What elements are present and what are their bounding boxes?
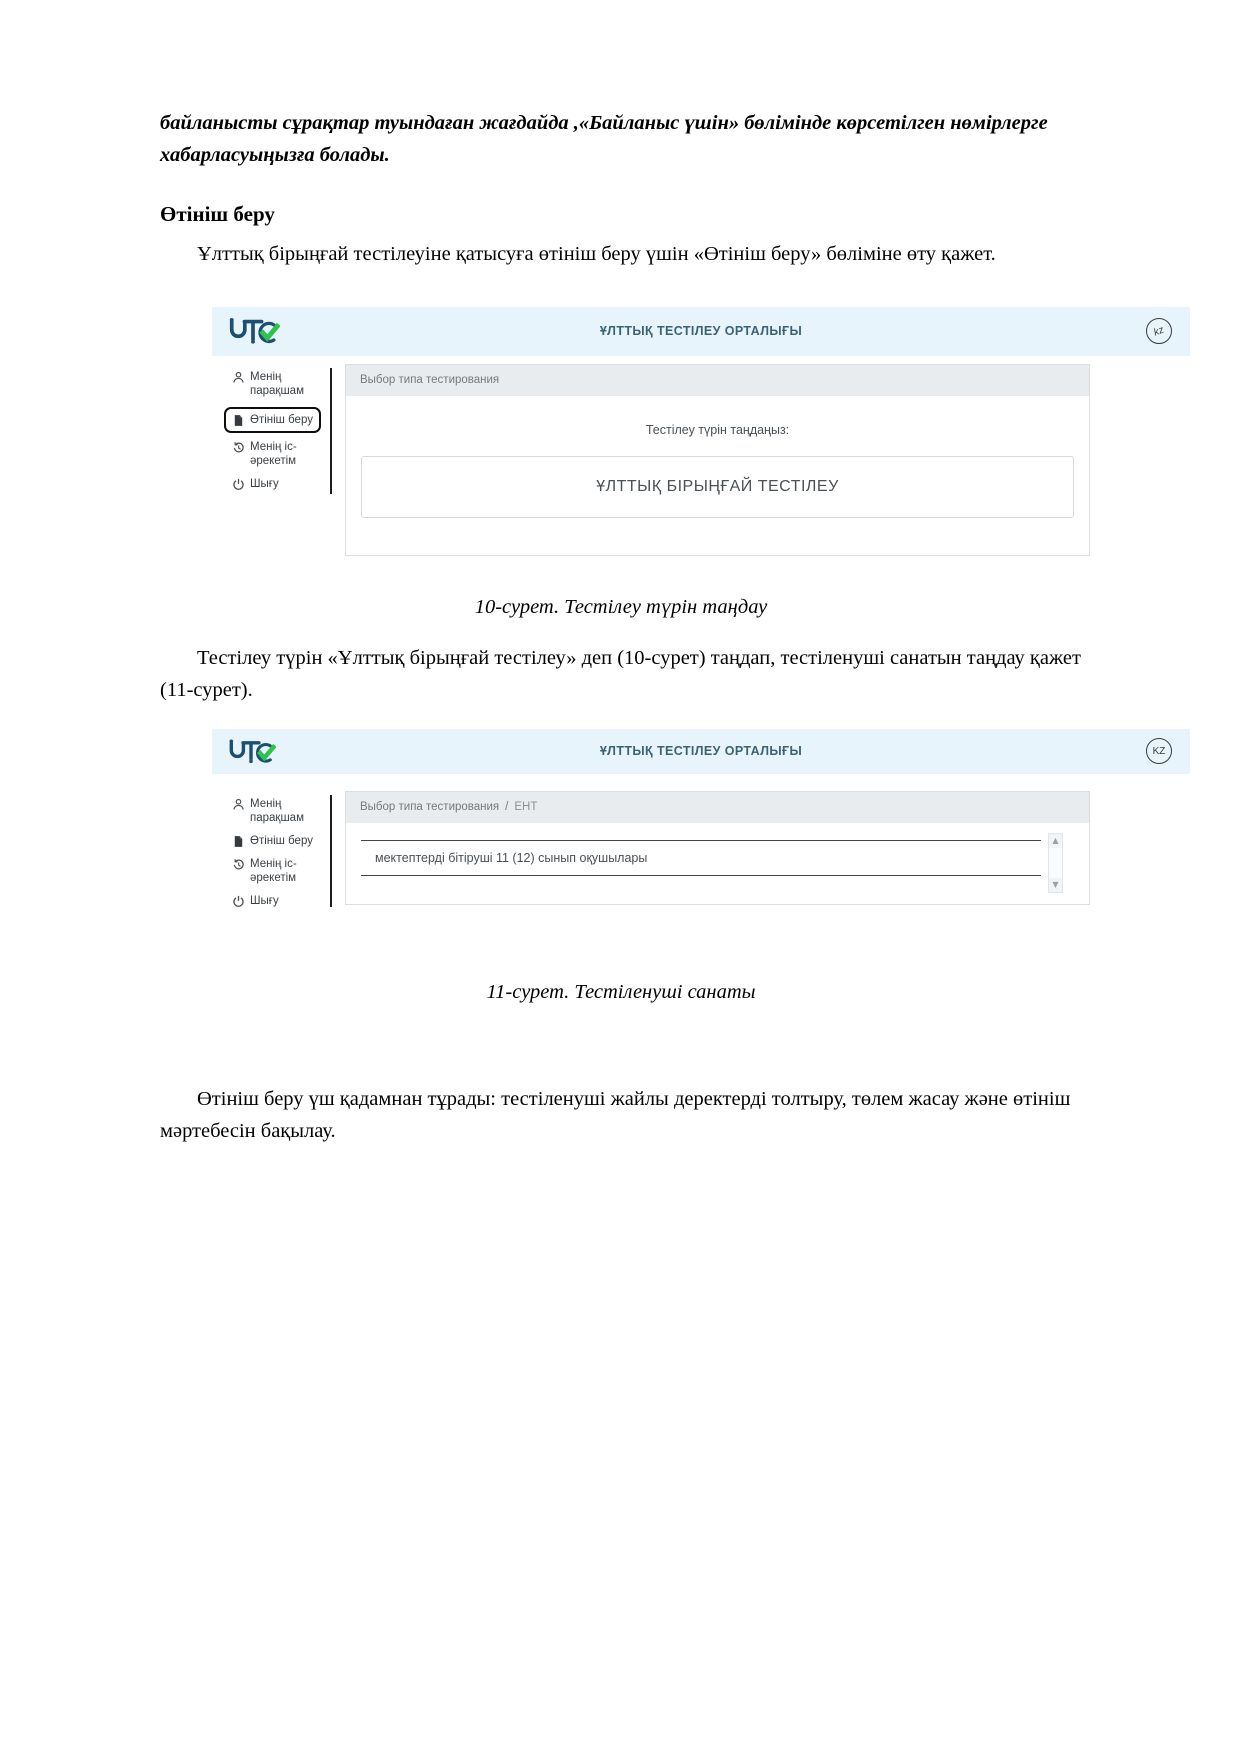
language-badge[interactable]: kz [1146, 318, 1172, 344]
category-list-item[interactable]: мектептерді бітіруші 11 (12) сынып оқушылары [375, 850, 648, 865]
sidebar-item-logout[interactable] [232, 477, 330, 491]
sidebar-item-label: Менің іс-әрекетім [250, 440, 297, 467]
list-divider-bottom [361, 875, 1041, 876]
sidebar-item-apply[interactable] [232, 413, 313, 427]
paragraph-select: Тестілеу түрін «Ұлттық бірыңғай тестілеу» деп (10-сурет) таңдап, тестіленуші санатын таңдау қажет (11-сурет). [160, 646, 1081, 701]
sidebar-item-my-page[interactable] [232, 370, 330, 398]
utc-logo[interactable] [226, 312, 280, 350]
figure-11-caption: 11-сурет. Тестіленуші санаты [486, 980, 756, 1003]
sidebar-item-label: Менің парақшам [250, 797, 304, 824]
app-title: ҰЛТТЫҚ ТЕСТІЛЕУ ОРТАЛЫҒЫ [599, 324, 803, 339]
section-heading: Өтініш беру [160, 201, 275, 226]
sidebar-item-apply[interactable] [232, 834, 330, 848]
content-panel [345, 791, 1090, 905]
figure-11-screenshot [212, 729, 1190, 917]
sidebar-item-label: Шығу [250, 477, 279, 490]
sidebar-item-label: Шығу [250, 894, 279, 907]
breadcrumb-root[interactable]: Выбор типа тестирования [360, 801, 500, 814]
active-item-outline [224, 407, 321, 433]
intro-paragraph: байланысты сұрақтар туындаған жағдайда ,«Байланыс үшін» бөлімінде көрсетілген нөмірлерге хабарласуыңызға болады. [160, 112, 1048, 166]
app-body [212, 356, 1190, 556]
app-header [212, 729, 1190, 774]
paragraph-apply: Ұлттық бірыңғай тестілеуіне қатысуға өтініш беру үшін «Өтініш беру» бөліміне өту қажет. [197, 242, 996, 265]
document-icon [232, 835, 245, 848]
scroll-up-icon[interactable]: ▲ [1049, 834, 1062, 848]
test-type-prompt: Тестілеу түрін таңдаңыз: [645, 422, 790, 437]
breadcrumb-separator: / [505, 801, 509, 814]
sidebar [212, 364, 330, 556]
breadcrumb [346, 365, 1089, 396]
power-icon [232, 895, 245, 908]
document-icon [232, 414, 245, 427]
sidebar-item-my-actions[interactable] [232, 440, 330, 468]
sidebar-item-label: Менің іс-әрекетім [250, 857, 297, 884]
sidebar-item-my-actions[interactable] [232, 857, 330, 885]
history-icon [232, 858, 245, 871]
language-badge[interactable]: KZ [1146, 738, 1172, 764]
sidebar-divider [330, 795, 332, 907]
paragraph-steps: Өтініш беру үш қадамнан тұрады: тестіленуші жайлы деректерді толтыру, төлем жасау және өтініш мәртебесін бақылау. [160, 1087, 1071, 1142]
history-icon [232, 441, 245, 454]
user-icon [232, 798, 245, 811]
content-panel [345, 364, 1090, 556]
sidebar-item-label: Менің парақшам [250, 370, 304, 397]
app-title: ҰЛТТЫҚ ТЕСТІЛЕУ ОРТАЛЫҒЫ [599, 744, 803, 759]
breadcrumb-root: Выбор типа тестирования [360, 374, 500, 387]
sidebar-item-my-page[interactable] [232, 797, 330, 825]
user-icon [232, 371, 245, 384]
figure-10-screenshot [212, 307, 1190, 556]
category-list [361, 840, 1041, 876]
power-icon [232, 478, 245, 491]
sidebar [212, 791, 330, 917]
scroll-down-icon[interactable]: ▼ [1049, 878, 1062, 892]
national-testing-button[interactable]: ҰЛТТЫҚ БІРЫҢҒАЙ ТЕСТІЛЕУ [361, 456, 1074, 518]
app-body [212, 774, 1190, 917]
app-header [212, 307, 1190, 356]
sidebar-divider [330, 368, 332, 494]
breadcrumb [346, 792, 1089, 823]
sidebar-item-logout[interactable] [232, 894, 330, 908]
figure-10-caption: 10-сурет. Тестілеу түрін таңдау [474, 595, 768, 618]
breadcrumb-current: ЕНТ [514, 801, 538, 814]
sidebar-item-label: Өтініш беру [250, 413, 313, 426]
utc-logo[interactable] [226, 734, 276, 769]
sidebar-item-label: Өтініш беру [250, 834, 313, 847]
scrollbar[interactable] [1048, 833, 1063, 893]
